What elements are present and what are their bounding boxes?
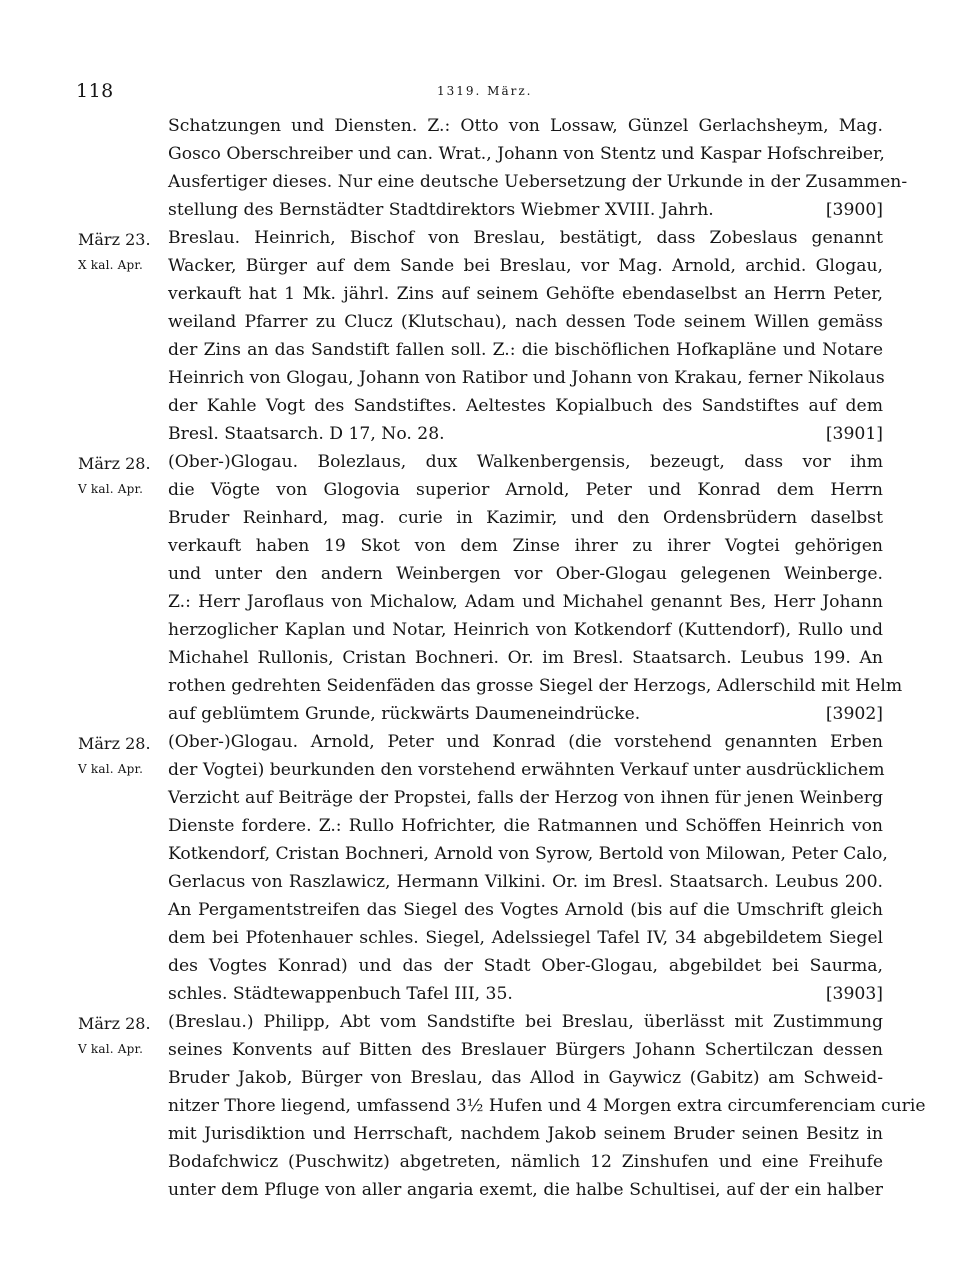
margin-kalends: V kal. Apr. [78, 762, 144, 776]
text-line: mit Jurisdiktion und Herrschaft, nachdem Jakob seinem Bruder seinen Besitz in [168, 1124, 883, 1144]
margin-kalends: V kal. Apr. [78, 482, 144, 496]
margin-date: März 28. [78, 1014, 151, 1033]
text-line: der Kahle Vogt des Sandstiftes. Aeltestes Kopialbuch des Sandstiftes auf dem [168, 396, 883, 416]
text-line [168, 196, 883, 224]
margin-date: März 28. [78, 454, 151, 473]
text-line: Gerlacus von Raszlawicz, Hermann Vilkini. Or. im Bresl. Staatsarch. Leubus 200. [168, 872, 883, 892]
text-line: Bruder Reinhard, mag. curie in Kazimir, und den Ordensbrüdern daselbst [168, 508, 883, 528]
text-line [168, 420, 883, 448]
catalog-number: [3900] [825, 200, 883, 220]
margin-kalends: X kal. Apr. [78, 258, 144, 272]
text-line-content: schles. Städtewappenbuch Tafel III, 35. [168, 984, 513, 1004]
text-line: unter dem Pfluge von aller angaria exemt, die halbe Schultisei, auf der ein halber [168, 1180, 883, 1200]
text-line [168, 700, 883, 728]
text-line: Heinrich von Glogau, Johann von Ratibor und Johann von Krakau, ferner Nikolaus [168, 368, 885, 388]
text-line: der Vogtei) beurkunden den vorstehend erwähnten Verkauf unter ausdrücklichem [168, 760, 885, 780]
text-line: der Zins an das Sandstift fallen soll. Z.: die bischöflichen Hofkapläne und Notare [168, 340, 883, 360]
margin-kalends: V kal. Apr. [78, 1042, 144, 1056]
text-line: Breslau. Heinrich, Bischof von Breslau, bestätigt, dass Zobeslaus genannt [168, 228, 883, 248]
text-line: Bodafchwicz (Puschwitz) abgetreten, nämlich 12 Zinshufen und eine Freihufe [168, 1152, 883, 1172]
text-line: Z.: Herr Jaroflaus von Michalow, Adam und Michahel genannt Bes, Herr Johann [168, 592, 883, 612]
text-line: Bruder Jakob, Bürger von Breslau, das Allod in Gaywicz (Gabitz) am Schweid- [168, 1068, 883, 1088]
text-line: (Breslau.) Philipp, Abt vom Sandstifte bei Breslau, überlässt mit Zustimmung [168, 1012, 883, 1032]
catalog-number: [3903] [825, 984, 883, 1004]
text-line: verkauft hat 1 Mk. jährl. Zins auf seinem Gehöfte ebendaselbst an Herrn Peter, [168, 284, 883, 304]
text-line: Verzicht auf Beiträge der Propstei, falls der Herzog von ihnen für jenen Weinberg [168, 788, 883, 808]
running-head: 1319. März. [437, 84, 533, 98]
text-line: herzoglicher Kaplan und Notar, Heinrich von Kotkendorf (Kuttendorf), Rullo und [168, 620, 883, 640]
margin-date: März 28. [78, 734, 151, 753]
text-line: nitzer Thore liegend, umfassend 3½ Hufen und 4 Morgen extra circumferenciam curie [168, 1096, 926, 1116]
text-line: Wacker, Bürger auf dem Sande bei Breslau, vor Mag. Arnold, archid. Glogau, [168, 256, 883, 276]
catalog-number: [3902] [825, 704, 883, 724]
text-line: des Vogtes Konrad) und das der Stadt Ober-Glogau, abgebildet bei Saurma, [168, 956, 883, 976]
text-line: Dienste fordere. Z.: Rullo Hofrichter, die Ratmannen und Schöffen Heinrich von [168, 816, 883, 836]
text-line: Gosco Oberschreiber und can. Wrat., Johann von Stentz und Kaspar Hofschreiber, [168, 144, 885, 164]
text-line: Kotkendorf, Cristan Bochneri, Arnold von Syrow, Bertold von Milowan, Peter Calo, [168, 844, 888, 864]
text-line: die Vögte von Glogovia superior Arnold, Peter und Konrad dem Herrn [168, 480, 883, 500]
text-line: seines Konvents auf Bitten des Breslauer Bürgers Johann Schertilczan dessen [168, 1040, 883, 1060]
text-line: (Ober-)Glogau. Bolezlaus, dux Walkenbergensis, bezeugt, dass vor ihm [168, 452, 883, 472]
text-line: An Pergamentstreifen das Siegel des Vogtes Arnold (bis auf die Umschrift gleich [168, 900, 883, 920]
margin-date: März 23. [78, 230, 151, 249]
text-line [168, 980, 883, 1008]
page-number: 118 [76, 80, 114, 102]
text-line: verkauft haben 19 Skot von dem Zinse ihrer zu ihrer Vogtei gehörigen [168, 536, 883, 556]
text-line-content: stellung des Bernstädter Stadtdirektors Wiebmer XVIII. Jahrh. [168, 200, 714, 220]
text-line: rothen gedrehten Seidenfäden das grosse Siegel der Herzogs, Adlerschild mit Helm [168, 676, 903, 696]
text-line: weiland Pfarrer zu Clucz (Klutschau), nach dessen Tode seinem Willen gemäss [168, 312, 883, 332]
text-line: Schatzungen und Diensten. Z.: Otto von Lossaw, Günzel Gerlachsheym, Mag. [168, 116, 883, 136]
text-line-content: Bresl. Staatsarch. D 17, No. 28. [168, 424, 445, 444]
text-line: Michahel Rullonis, Cristan Bochneri. Or. im Bresl. Staatsarch. Leubus 199. An [168, 648, 883, 668]
catalog-number: [3901] [825, 424, 883, 444]
text-line: dem bei Pfotenhauer schles. Siegel, Adelssiegel Tafel IV, 34 abgebildetem Siegel [168, 928, 883, 948]
text-line: (Ober-)Glogau. Arnold, Peter und Konrad (die vorstehend genannten Erben [168, 732, 883, 752]
text-line: und unter den andern Weinbergen vor Ober-Glogau gelegenen Weinberge. [168, 564, 883, 584]
text-line-content: auf geblümtem Grunde, rückwärts Daumeneindrücke. [168, 704, 641, 724]
text-line: Ausfertiger dieses. Nur eine deutsche Uebersetzung der Urkunde in der Zusammen- [168, 172, 908, 192]
